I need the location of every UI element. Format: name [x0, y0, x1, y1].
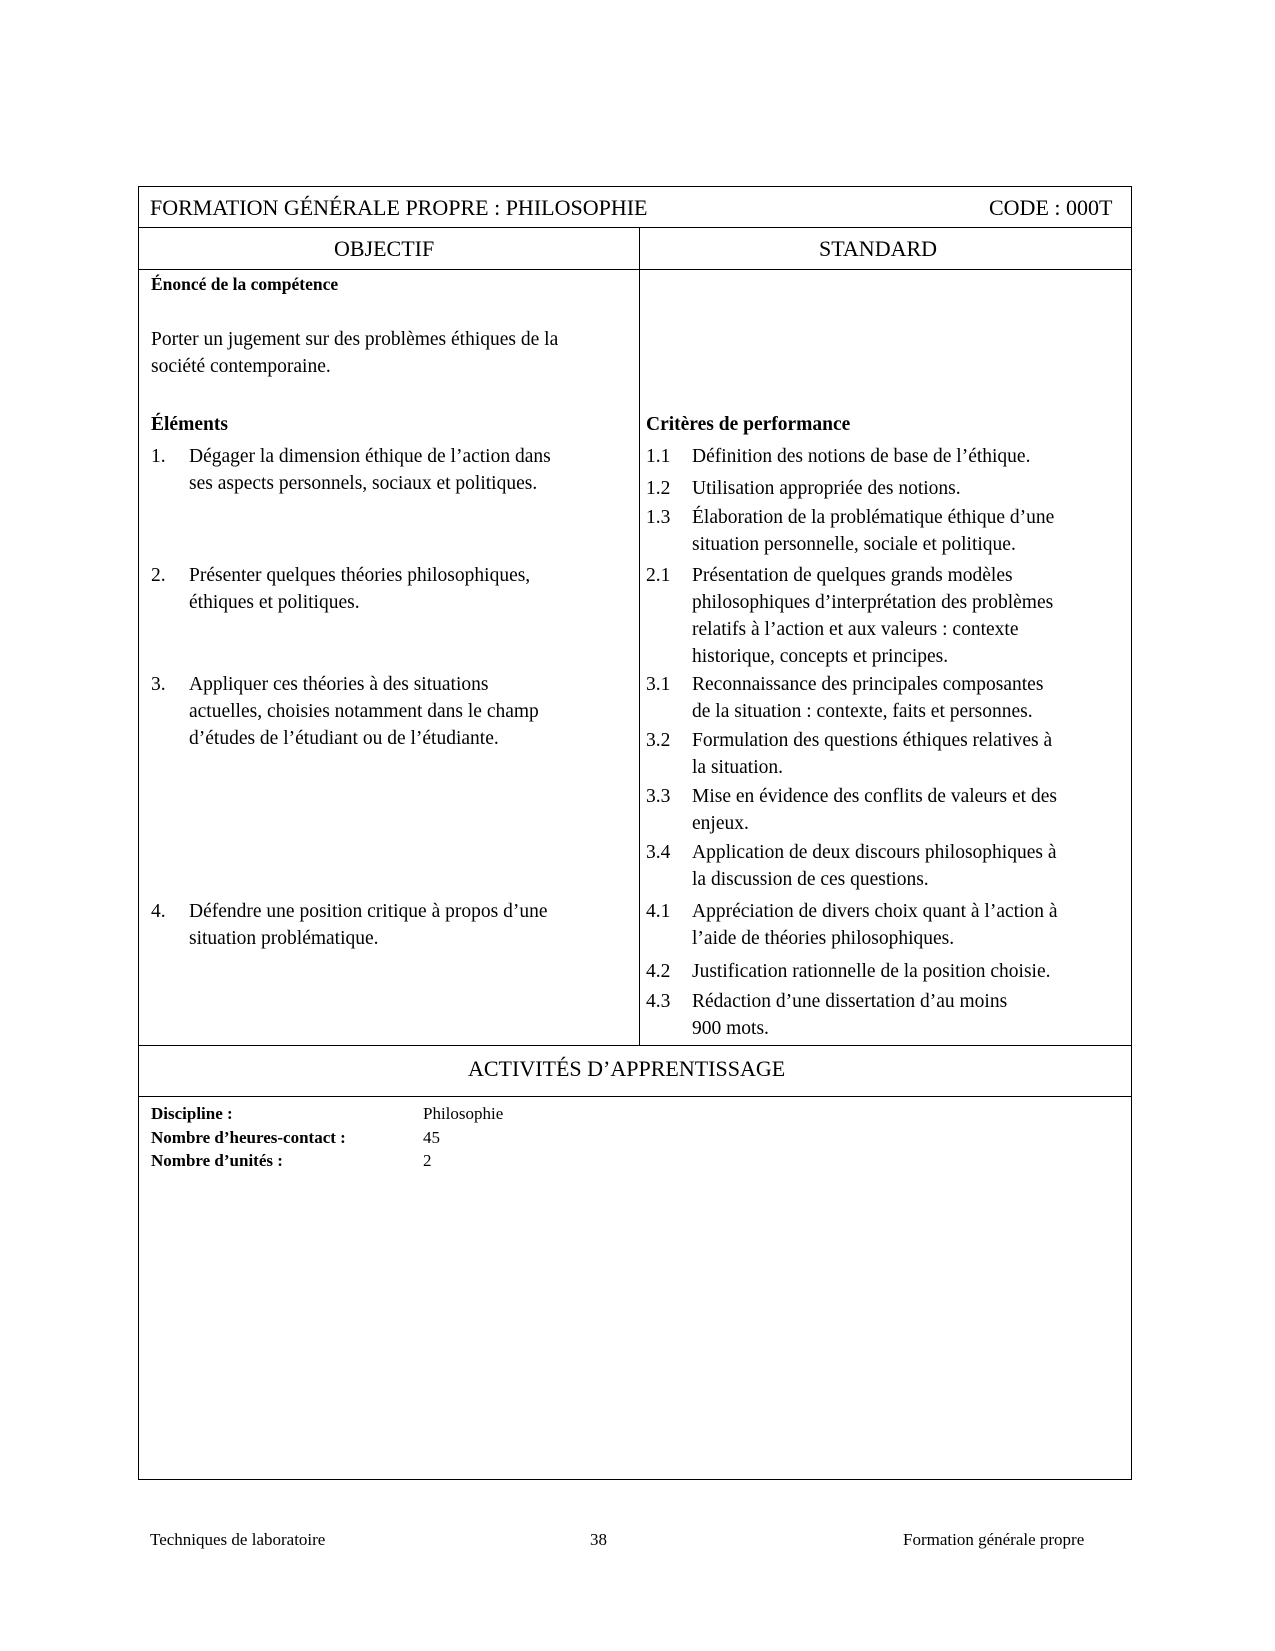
element-text-line: Appliquer ces théories à des situations	[189, 674, 489, 695]
criterion-number: 1.1	[646, 446, 671, 467]
competence-line-2: société contemporaine.	[151, 356, 331, 377]
criterion-number: 1.2	[646, 478, 671, 499]
units-row	[151, 1151, 551, 1173]
footer-left: Techniques de laboratoire	[150, 1530, 326, 1549]
element-text-line: Défendre une position critique à propos d’une	[189, 901, 548, 922]
criterion-text-line: Formulation des questions éthiques relatives à	[692, 730, 1053, 751]
criteria-heading: Critères de performance	[646, 414, 851, 435]
discipline-value: Philosophie	[423, 1104, 504, 1123]
element-number: 4.	[151, 901, 166, 922]
criterion-number: 4.1	[646, 901, 671, 922]
footer-right: Formation générale propre	[903, 1530, 1085, 1549]
competence-line-1: Porter un jugement sur des problèmes éthiques de la	[151, 329, 559, 350]
hours-label: Nombre d’heures-contact :	[151, 1128, 346, 1147]
criterion-number: 3.4	[646, 842, 671, 863]
discipline-label: Discipline :	[151, 1104, 233, 1123]
criterion-text-line: Rédaction d’une dissertation d’au moins	[692, 991, 1008, 1012]
criterion-text-line: la situation.	[692, 757, 783, 778]
criterion-number: 3.2	[646, 730, 671, 751]
page-number: 38	[590, 1530, 607, 1549]
element-number: 3.	[151, 674, 166, 695]
element-text-line: situation problématique.	[189, 928, 379, 949]
criterion-number: 4.2	[646, 961, 671, 982]
criterion-number: 1.3	[646, 507, 671, 528]
criterion-text-line: 900 mots.	[692, 1018, 769, 1039]
element-text-line: Présenter quelques théories philosophiques,	[189, 565, 531, 586]
element-text-line: actuelles, choisies notamment dans le champ	[189, 701, 539, 722]
criterion-text-line: Justification rationnelle de la position choisie.	[692, 961, 1051, 982]
column-divider	[639, 227, 640, 1045]
criterion-text-line: la discussion de ces questions.	[692, 869, 929, 890]
criterion-text-line: Appréciation de divers choix quant à l’action à	[692, 901, 1058, 922]
element-text-line: éthiques et politiques.	[189, 592, 360, 613]
criterion-text-line: Mise en évidence des conflits de valeurs et des	[692, 786, 1057, 807]
criterion-text-line: relatifs à l’action et aux valeurs : contexte	[692, 619, 1019, 640]
element-text-line: d’études de l’étudiant ou de l’étudiante.	[189, 728, 499, 749]
hours-value: 45	[423, 1128, 440, 1147]
criterion-text-line: enjeux.	[692, 813, 749, 834]
course-code: CODE : 000T	[989, 195, 1113, 220]
criterion-text-line: de la situation : contexte, faits et personnes.	[692, 701, 1033, 722]
criterion-text-line: Utilisation appropriée des notions.	[692, 478, 961, 499]
document-title: FORMATION GÉNÉRALE PROPRE : PHILOSOPHIE	[150, 195, 648, 220]
rule-above-activities	[138, 1045, 1132, 1046]
criterion-number: 4.3	[646, 991, 671, 1012]
element-text-line: ses aspects personnels, sociaux et politiques.	[189, 473, 538, 494]
rule-below-activities	[138, 1096, 1132, 1097]
element-number: 1.	[151, 446, 166, 467]
criterion-text-line: philosophiques d’interprétation des problèmes	[692, 592, 1054, 613]
standard-header: STANDARD	[819, 236, 938, 261]
element-text-line: Dégager la dimension éthique de l’action dans	[189, 446, 551, 467]
criterion-text-line: situation personnelle, sociale et politique.	[692, 534, 1016, 555]
criterion-text-line: Définition des notions de base de l’éthique.	[692, 446, 1031, 467]
course-table-frame	[138, 186, 1132, 1480]
criterion-text-line: historique, concepts et principes.	[692, 646, 949, 667]
criterion-number: 2.1	[646, 565, 671, 586]
hours-row	[151, 1128, 551, 1150]
criterion-text-line: Reconnaissance des principales composantes	[692, 674, 1044, 695]
competence-heading: Énoncé de la compétence	[151, 274, 339, 294]
units-value: 2	[423, 1151, 432, 1170]
units-label: Nombre d’unités :	[151, 1151, 283, 1170]
criterion-text-line: Élaboration de la problématique éthique d’une	[692, 507, 1055, 528]
activities-heading: ACTIVITÉS D’APPRENTISSAGE	[468, 1056, 786, 1081]
criterion-number: 3.3	[646, 786, 671, 807]
rule-below-column-headers	[138, 269, 1132, 270]
criterion-number: 3.1	[646, 674, 671, 695]
criterion-text-line: Application de deux discours philosophiques à	[692, 842, 1057, 863]
elements-heading: Éléments	[151, 414, 228, 435]
objective-header: OBJECTIF	[334, 236, 435, 261]
criterion-text-line: l’aide de théories philosophiques.	[692, 928, 955, 949]
discipline-row	[151, 1104, 551, 1126]
element-number: 2.	[151, 565, 166, 586]
criterion-text-line: Présentation de quelques grands modèles	[692, 565, 1013, 586]
rule-below-title	[138, 227, 1132, 228]
